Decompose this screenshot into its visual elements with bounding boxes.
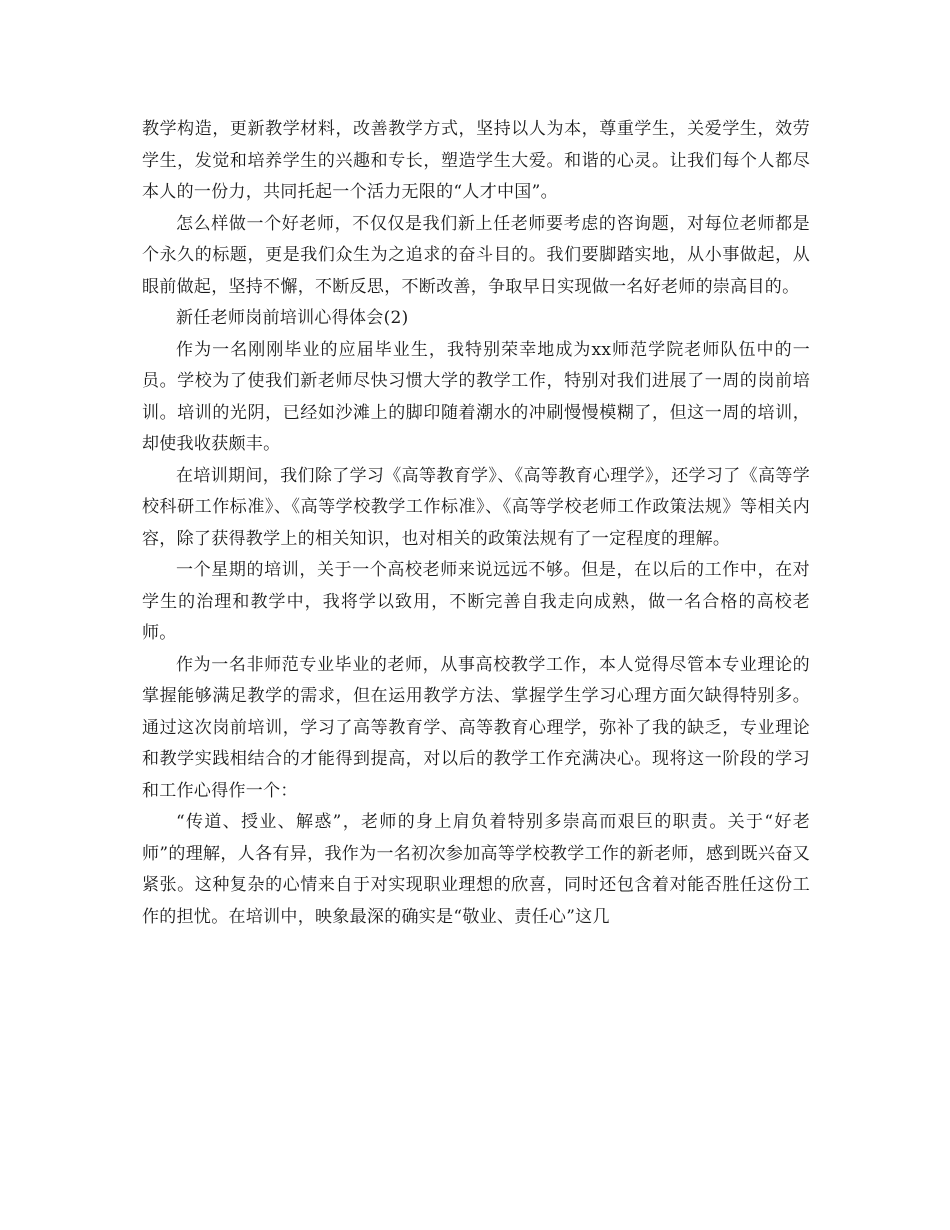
paragraph-continuation: 教学构造，更新教学材料，改善教学方式，坚持以人为本，尊重学生，关爱学生，效劳学生，发觉和培养学生的兴趣和专长，塑造学生大爱。和谐的心灵。让我们每个人都尽本人的一份力，共同托起一个活力无限的“人才中国”。 — [142, 119, 810, 202]
paragraph: 作为一名非师范专业毕业的老师，从事高校教学工作，本人觉得尽管本专业理论的掌握能够满足教学的需求，但在运用教学方法、掌握学生学习心理方面欠缺得特别多。通过这次岗前培训，学习了高等教育学、高等教育心理学，弥补了我的缺乏，专业理论和教学实践相结合的才能得到提高，对以后的教学工作充满决心。现将这一阶段的学习和工作心得作一个： — [142, 654, 810, 801]
paragraph: 作为一名刚刚毕业的应届毕业生，我特别荣幸地成为xx师范学院老师队伍中的一员。学校为了使我们新老师尽快习惯大学的教学工作，特别对我们进展了一周的岗前培训。培训的光阴，已经如沙滩上的脚印随着潮水的冲刷慢慢模糊了，但这一周的培训，却使我收获颇丰。 — [142, 339, 810, 454]
paragraph: 一个星期的培训，关于一个高校老师来说远远不够。但是，在以后的工作中，在对学生的治理和教学中，我将学以致用，不断完善自我走向成熟，做一名合格的高校老师。 — [142, 560, 810, 643]
paragraph: 怎么样做一个好老师，不仅仅是我们新上任老师要考虑的咨询题，对每位老师都是个永久的标题，更是我们众生为之追求的奋斗目的。我们要脚踏实地，从小事做起，从眼前做起，坚持不懈，不断反思，不断改善，争取早日实现做一名好老师的崇高目的。 — [142, 213, 810, 297]
section-heading: 新任老师岗前培训心得体会(2) — [176, 308, 409, 328]
document-page — [142, 114, 810, 933]
paragraph: 在培训期间，我们除了学习《高等教育学》、《高等教育心理学》，还学习了《高等学校科研工作标准》、《高等学校教学工作标准》、《高等学校老师工作政策法规》等相关内容，除了获得教学上的相关知识，也对相关的政策法规有了一定程度的理解。 — [142, 465, 810, 549]
paragraph: “传道、授业、解惑”，老师的身上肩负着特别多崇高而艰巨的职责。关于“好老师”的理解，人各有异，我作为一名初次参加高等学校教学工作的新老师，感到既兴奋又紧张。这种复杂的心情来自于对实现职业理想的欣喜，同时还包含着对能否胜任这份工作的担忧。在培训中，映象最深的确实是“敬业、责任心”这几 — [142, 812, 810, 927]
